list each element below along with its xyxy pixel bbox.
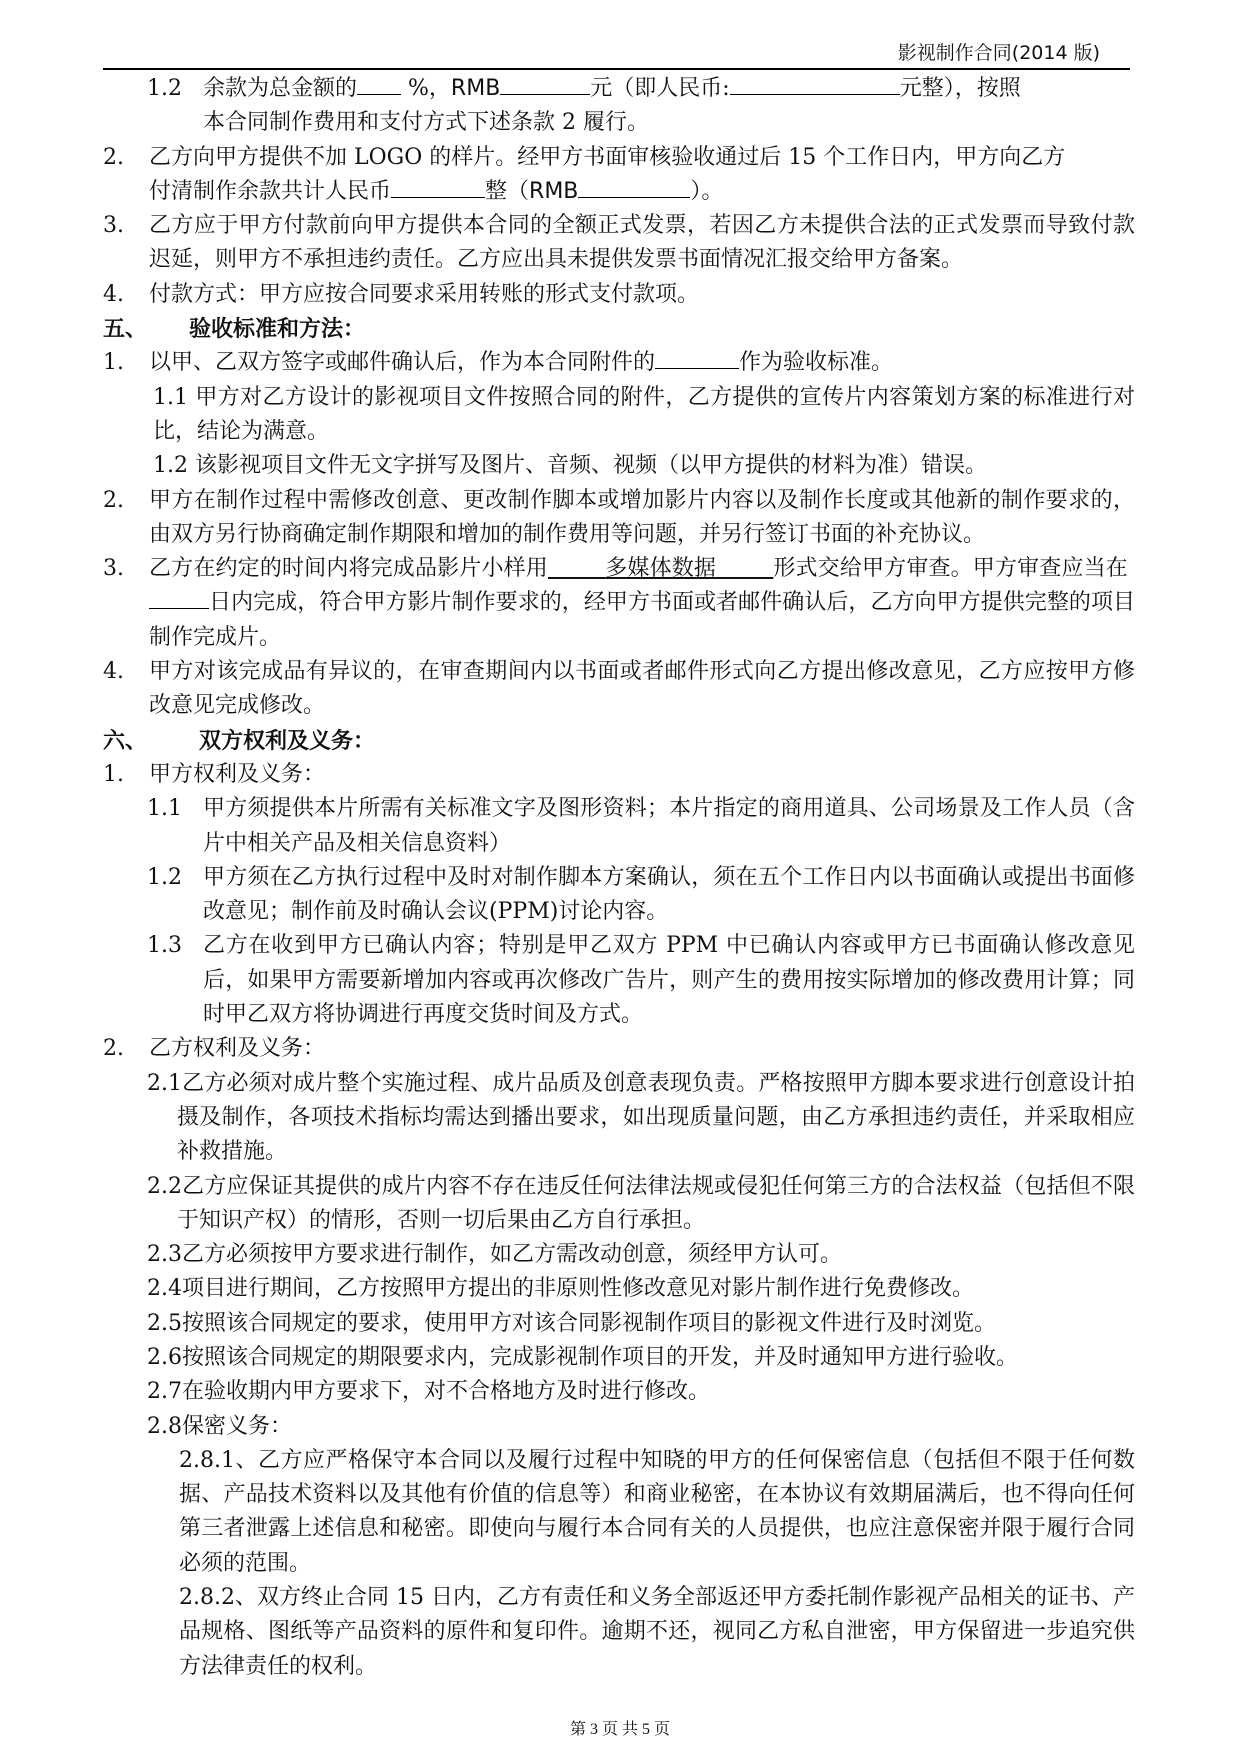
clause-text: 作为验收标准。 — [739, 350, 894, 376]
clause-text: RMB — [529, 178, 579, 204]
clause-text: 2.5按照该合同规定的要求，使用甲方对该合同影视制作项目的影视文件进行及时浏览。 — [147, 1310, 996, 1336]
blank-field — [655, 348, 739, 369]
blank-amount — [500, 74, 590, 95]
section-title: 双方权利及义务： — [199, 727, 376, 754]
clause-6-1 — [103, 758, 1135, 792]
clause-5-1-2 — [103, 449, 1135, 483]
clause-6-2-8 — [103, 1410, 1135, 1444]
clause-6-2-5 — [103, 1307, 1135, 1341]
section-number: 六、 — [103, 727, 148, 754]
clause-number: 4. — [103, 281, 124, 307]
clause-6-2-7 — [103, 1375, 1135, 1409]
clause-6-2 — [103, 1032, 1135, 1066]
section-6-heading — [103, 724, 1135, 758]
clause-number: 1.3 — [147, 933, 182, 959]
clause-6-2-4 — [103, 1272, 1135, 1306]
clause-text: 乙方在收到甲方已确认内容；特别是甲乙双方 PPM 中已确认内容或甲方已书面确认修改意见后，如果甲方需要新增加内容或再次修改广告片，则产生的费用按实际增加的修改费用计算；同时甲乙双方将协调进行再度交货时间及方式。 — [203, 933, 1135, 1028]
clause-text: 元整），按照 — [899, 76, 1021, 101]
clause-text: 2.8.1、乙方应严格保守本合同以及履行过程中知晓的甲方的任何保密信息（包括但不限于任何数据、产品技术资料以及其他有价值的信息等）和商业秘密，在本协议有效期届满后，也不得向任何第三者泄露上述信息和秘密。即使向与履行本合同有关的人员提供，也应注意保密并限于履行合同必须的范围。 — [179, 1447, 1135, 1576]
clause-number: 2. — [103, 144, 124, 170]
contract-body — [103, 72, 1135, 1684]
clause-number: 3. — [103, 213, 124, 239]
clause-text: 2.4项目进行期间，乙方按照甲方提出的非原则性修改意见对影片制作进行免费修改。 — [147, 1276, 974, 1302]
blank-amount — [578, 177, 690, 198]
clause-text: 乙方应于甲方付款前向甲方提供本合同的全额正式发票，若因乙方未提供合法的正式发票而导致付款迟延，则甲方不承担违约责任。乙方应出具未提供发票书面情况汇报交给甲方备案。 — [149, 213, 1135, 273]
clause-text: 2.6按照该合同规定的期限要求内，完成影视制作项目的开发，并及时通知甲方进行验收。 — [147, 1344, 1018, 1370]
blank-days — [149, 588, 209, 609]
clause-text: 乙方权利及义务： — [149, 1036, 326, 1062]
clause-6-2-8-1 — [103, 1444, 1135, 1581]
clause-number: 1.2 — [147, 864, 182, 890]
clause-text: RMB — [450, 76, 501, 101]
clause-text: 甲方须在乙方执行过程中及时对制作脚本方案确认，须在五个工作日内以书面确认或提出书面修改意见；制作前及时确认会议(PPM)讨论内容。 — [203, 864, 1135, 925]
clause-5-1 — [103, 346, 1135, 380]
clause-text: %， — [408, 76, 451, 101]
filled-value: 多媒体数据 — [605, 556, 717, 582]
clause-text: 日内完成，符合甲方影片制作要求的，经甲方书面或者邮件确认后，乙方向甲方提供完整的项目制作完成片。 — [149, 590, 1135, 650]
clause-number: 1.2 — [147, 76, 182, 101]
clause-text: 本合同制作费用和支付方式下述条款 2 履行。 — [203, 110, 649, 136]
section-5-heading — [103, 312, 1135, 346]
clause-text: 付款方式：甲方应按合同要求采用转账的形式支付款项。 — [149, 281, 700, 307]
clause-number: 3. — [103, 556, 124, 582]
clause-text: 2.8保密义务： — [147, 1413, 292, 1439]
clause-5-2 — [103, 484, 1135, 553]
clause-text: 以甲、乙双方签字或邮件确认后，作为本合同附件的 — [149, 350, 656, 376]
clause-text: 余款为总金额的 — [203, 76, 358, 101]
clause-text: 甲方权利及义务： — [149, 761, 326, 787]
section-number: 五、 — [103, 316, 148, 343]
clause-text: 2.3乙方必须按甲方要求进行制作，如乙方需改动创意，须经甲方认可。 — [147, 1242, 842, 1268]
clause-6-1-1 — [103, 792, 1135, 861]
clause-number: 4. — [103, 659, 124, 685]
clause-text: 甲方对该完成品有异议的，在审查期间内以书面或者邮件形式向乙方提出修改意见，乙方应按甲方修改意见完成修改。 — [149, 659, 1135, 719]
clause-6-2-6 — [103, 1341, 1135, 1375]
clause-4-1-2 — [103, 72, 1135, 141]
clause-text: 2.7在验收期内甲方要求下，对不合格地方及时进行修改。 — [147, 1379, 710, 1405]
clause-6-2-3 — [103, 1238, 1135, 1272]
page-header-title: 影视制作合同(2014 版) — [897, 42, 1100, 64]
section-title: 验收标准和方法： — [189, 316, 366, 343]
clause-4-4 — [103, 278, 1135, 312]
clause-5-3 — [103, 552, 1135, 655]
clause-text: ）。 — [690, 178, 724, 204]
clause-text: 付清制作余款共计人民币 — [149, 178, 392, 204]
clause-5-1-1 — [103, 381, 1135, 450]
clause-number: 1.1 — [147, 796, 182, 822]
clause-number: 2. — [103, 487, 124, 513]
blank-amount — [391, 177, 485, 198]
header-rule — [103, 68, 1130, 70]
clause-text: 甲方须提供本片所需有关标准文字及图形资料；本片指定的商用道具、公司场景及工作人员（含片中相关产品及相关信息资料） — [203, 796, 1135, 856]
clause-text: 2.1乙方必须对成片整个实施过程、成片品质及创意表现负责。严格按照甲方脚本要求进行创意设计拍摄及制作，各项技术指标均需达到播出要求，如出现质量问题，由乙方承担违约责任，并采取相应补救措施。 — [147, 1070, 1135, 1165]
clause-text: 整（ — [485, 178, 530, 204]
clause-text: 元（即人民币: — [590, 76, 730, 101]
clause-text: 1.2 该影视项目文件无文字拼写及图片、音频、视频（以甲方提供的材料为准）错误。 — [153, 453, 987, 479]
clause-6-2-1 — [103, 1067, 1135, 1170]
clause-text: 2.8.2、双方终止合同 15 日内，乙方有责任和义务全部返还甲方委托制作影视产品相关的证书、产品规格、图纸等产品资料的原件和复印件。逾期不还，视同乙方私自泄密，甲方保留进一步追究供方法律责任的权利。 — [179, 1585, 1135, 1679]
blank-percent — [357, 74, 401, 95]
clause-5-4 — [103, 655, 1135, 724]
clause-6-1-3 — [103, 929, 1135, 1032]
clause-6-2-2 — [103, 1170, 1135, 1239]
clause-text: 乙方在约定的时间内将完成品影片小样用 — [149, 556, 548, 582]
page-footer-number: 第 3 页 共 5 页 — [569, 1721, 670, 1738]
clause-4-3 — [103, 209, 1135, 278]
clause-text: 甲方在制作过程中需修改创意、更改制作脚本或增加影片内容以及制作长度或其他新的制作要求的，由双方另行协商确定制作期限和增加的制作费用等问题，并另行签订书面的补充协议。 — [149, 487, 1135, 547]
clause-text: 1.1 甲方对乙方设计的影视项目文件按照合同的附件，乙方提供的宣传片内容策划方案的标准进行对比，结论为满意。 — [153, 384, 1135, 444]
clause-number: 1. — [103, 350, 124, 376]
clause-6-2-8-2 — [103, 1581, 1135, 1684]
clause-4-2 — [103, 141, 1135, 210]
clause-6-1-2 — [103, 861, 1135, 930]
clause-text: 形式交给甲方审查。甲方审查应当在 — [773, 556, 1128, 582]
clause-text: 乙方向甲方提供不加 LOGO 的样片。经甲方书面审核验收通过后 15 个工作日内，甲方向乙方 — [149, 144, 1066, 170]
clause-number: 2. — [103, 1036, 124, 1062]
blank-amount-words — [730, 74, 900, 95]
clause-text: 2.2乙方应保证其提供的成片内容不存在违反任何法律法规或侵犯任何第三方的合法权益（包括但不限于知识产权）的情形，否则一切后果由乙方自行承担。 — [147, 1173, 1135, 1233]
clause-number: 1. — [103, 761, 124, 787]
